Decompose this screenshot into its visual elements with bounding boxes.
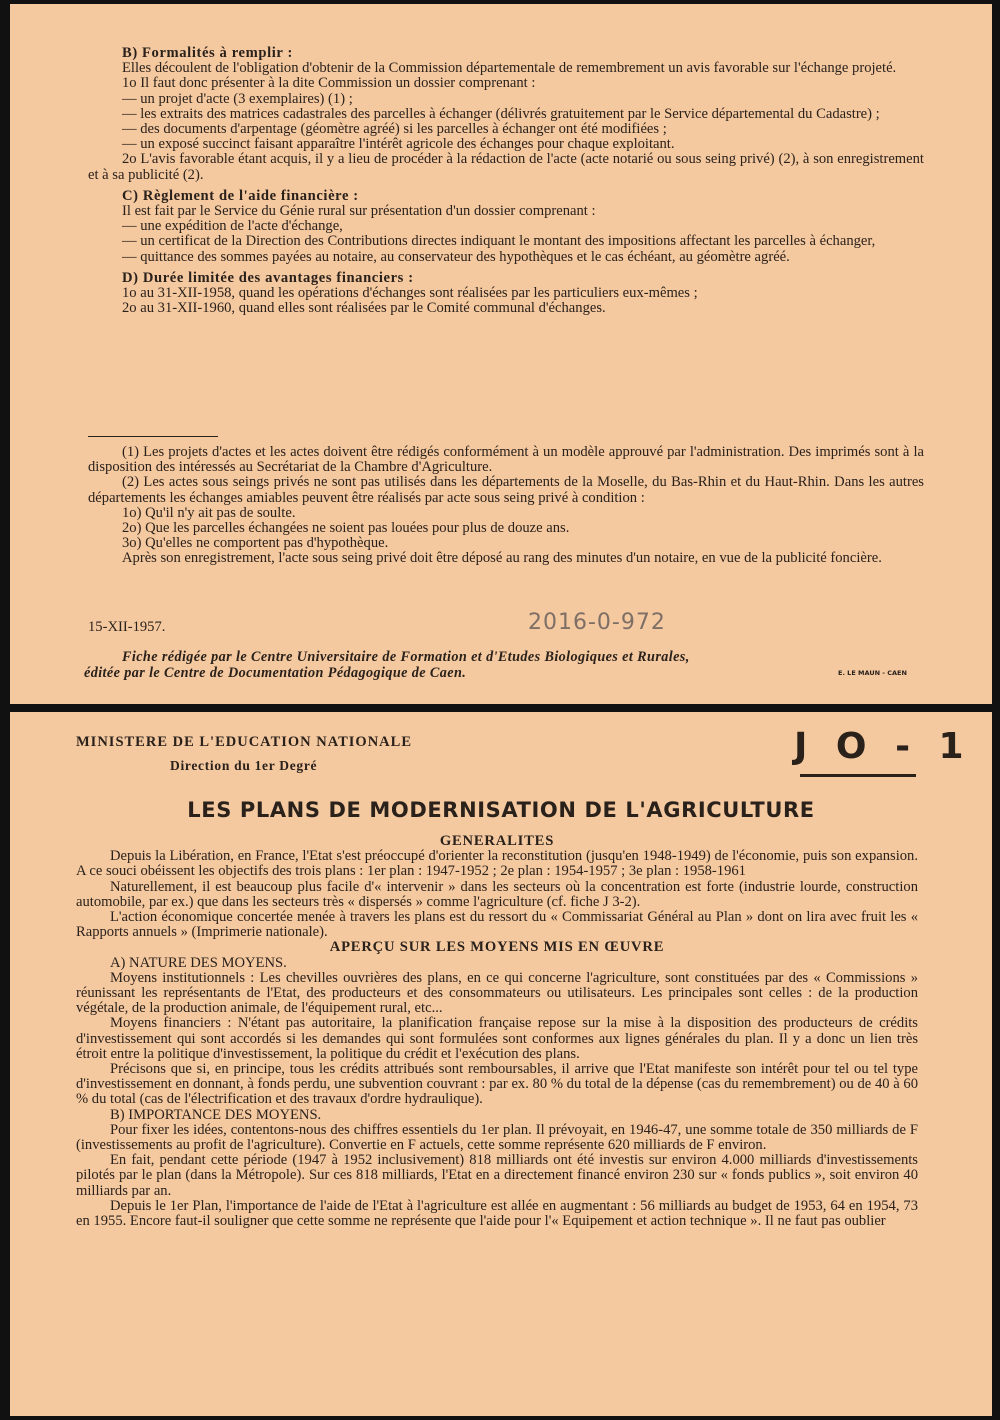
paragraph: En fait, pendant cette période (1947 à 1952 inclusivement) 818 milliards ont été investis sur environ 4.000 milliards d'investissements pilotés par le plan (dans la Métropole). Sur ces 818 milliards, l'Etat en a directement financé environ 230 sur « fonds publics », soit environ 40 milliards par an. bbox=[76, 1152, 918, 1199]
footnote: (2) Les actes sous seings privés ne sont pas utilisés dans les départements de la Moselle, du Bas-Rhin et du Haut-Rhin. Dans les autres départements les échanges amiables peuvent être réalisés par acte sous seing privé à condition : bbox=[88, 474, 924, 506]
printer-mark: E. LE MAUN - CAEN bbox=[838, 669, 907, 677]
paragraph: — un projet d'acte (3 exemplaires) (1) ; bbox=[122, 90, 353, 107]
top-card bbox=[10, 4, 992, 704]
sheet-code: J O - 1 bbox=[794, 726, 972, 767]
paragraph: 1o au 31-XII-1958, quand les opérations d'échanges sont réalisées par les particuliers eux-mêmes ; bbox=[122, 285, 698, 302]
paragraph: Elles découlent de l'obligation d'obtenir de la Commission départementale de remembrement un avis favorable sur l'échange projeté. bbox=[122, 60, 897, 77]
footnote: 1o) Qu'il n'y ait pas de soulte. bbox=[122, 504, 296, 521]
paragraph: A) NATURE DES MOYENS. bbox=[110, 954, 287, 971]
paragraph: Depuis le 1er Plan, l'importance de l'aide de l'Etat à l'agriculture est allée en augmentant : 56 milliards au budget de 1953, 64 en 1954, 73 en 1955. Encore faut-il souligner que cette somme ne représente que l'aide pour l'« Equipement et action technique ». Il ne faut pas oublier bbox=[76, 1197, 918, 1230]
paragraph: — un exposé succinct faisant apparaître l'intérêt agricole des échanges pour chaque exploitant. bbox=[122, 136, 675, 153]
paragraph: — un certificat de la Direction des Contributions directes indiquant le montant des impositions affectant les parcelles à échanger, bbox=[122, 233, 876, 250]
footnote: 3o) Qu'elles ne comportent pas d'hypothèque. bbox=[122, 535, 389, 552]
sheet-code-underline bbox=[800, 774, 916, 777]
paragraph: Pour fixer les idées, contentons-nous des chiffres essentiels du 1er plan. Il prévoyait, en 1946-47, une somme totale de 350 milliards de F (investissements au profit de l'agriculture). Convertie en F actuels, cette somme représente 620 milliards de F environ. bbox=[76, 1121, 918, 1154]
direction-header: Direction du 1er Degré bbox=[170, 758, 318, 773]
paragraph: Moyens institutionnels : Les chevilles ouvrières des plans, en ce qui concerne l'agriculture, sont constituées par des « Commissions » réunissant les représentants de l'Etat, des producteurs et des consommateurs ou utilisateurs. Les principales sont celles : de la production végétale, de la production animale, de l'équipement rural, etc... bbox=[76, 969, 918, 1017]
section-heading: C) Règlement de l'aide financière : bbox=[122, 187, 359, 204]
section-heading: B) Formalités à remplir : bbox=[122, 45, 293, 61]
paragraph: — les extraits des matrices cadastrales des parcelles à échanger (délivrés gratuitement par le Service départemental du Cadastre) ; bbox=[122, 105, 880, 122]
footer-credit-line-2: éditée par le Centre de Documentation Pédagogique de Caen. bbox=[84, 665, 467, 681]
footnotes bbox=[88, 445, 924, 567]
footnote: 2o) Que les parcelles échangées ne soient pas louées pour plus de douze ans. bbox=[122, 520, 570, 537]
paragraph: Depuis la Libération, en France, l'Etat s'est préoccupé d'orienter la reconstitution (jusqu'en 1948-1949) de l'économie, puis son expansion. A ce souci obéissent les objectifs des trois plans : 1er plan : 1947-1952 ; 2e plan : 1954-1957 ; 3e plan : 1958-1961 bbox=[76, 848, 918, 880]
document-title: LES PLANS DE MODERNISATION DE L'AGRICULTURE bbox=[187, 798, 815, 822]
paragraph: Il est fait par le Service du Génie rural sur présentation d'un dossier comprenant : bbox=[122, 203, 596, 220]
paragraph: 2o au 31-XII-1960, quand elles sont réalisées par le Comité communal d'échanges. bbox=[122, 300, 606, 317]
paragraph: — une expédition de l'acte d'échange, bbox=[122, 218, 343, 235]
paragraph: B) IMPORTANCE DES MOYENS. bbox=[110, 1106, 322, 1123]
footnote-separator bbox=[88, 436, 218, 437]
section-heading: D) Durée limitée des avantages financiers : bbox=[122, 269, 414, 286]
section-subtitle: GENERALITES bbox=[439, 833, 555, 849]
paragraph: — quittance des sommes payées au notaire, au conservateur des hypothèques et le cas échéant, au géomètre agréé. bbox=[122, 248, 790, 265]
paragraph: — des documents d'arpentage (géomètre agréé) si les parcelles à échanger ont été modifiées ; bbox=[122, 121, 667, 138]
top-card-body bbox=[88, 46, 924, 316]
paragraph: 2o L'avis favorable étant acquis, il y a lieu de procéder à la rédaction de l'acte (acte notarié ou sous seing privé) (2), à son enregistrement et à sa publicité (2). bbox=[88, 151, 924, 183]
document-date: 15-XII-1957. bbox=[88, 619, 166, 635]
footer-credit-line-1: Fiche rédigée par le Centre Universitaire de Formation et d'Etudes Biologiques et Rurales, bbox=[122, 649, 690, 665]
handwritten-archive-number: 2016-0-972 bbox=[528, 610, 666, 635]
paragraph: Naturellement, il est beaucoup plus facile d'« intervenir » dans les secteurs où la concentration est forte (industrie lourde, construction automobile, par ex.) que dans les secteurs très « dispersés » comme l'agriculture (cf. fiche J 3-2). bbox=[76, 878, 918, 910]
bottom-card-body bbox=[76, 834, 918, 1229]
paragraph: L'action économique concertée menée à travers les plans est du ressort du « Commissariat Général au Plan » dont on lira avec fruit les « Rapports annuels » (Imprimerie nationale). bbox=[76, 909, 918, 941]
paragraph: Précisons que si, en principe, tous les crédits attribués sont remboursables, il arrive que l'Etat manifeste son intérêt pour tel ou tel type d'investissement en donnant, à fonds perdu, une subvention couvrant : par ex. 80 % du total de la dépense (cas du remembrement) ou de 40 à 60 % du total (cas de l'électrification et des travaux d'ordre hydraulique). bbox=[76, 1061, 918, 1108]
footnote: (1) Les projets d'actes et les actes doivent être rédigés conformément à un modèle approuvé par l'administration. Des imprimés sont à la disposition des intéressés au Secrétariat de la Chambre d'Agriculture. bbox=[88, 444, 924, 476]
bottom-card bbox=[10, 712, 992, 1416]
section-subtitle: APERÇU SUR LES MOYENS MIS EN ŒUVRE bbox=[329, 939, 665, 956]
paragraph: 1o Il faut donc présenter à la dite Commission un dossier comprenant : bbox=[122, 75, 536, 92]
footnote: Après son enregistrement, l'acte sous seing privé doit être déposé au rang des minutes d'un notaire, en vue de la publicité foncière. bbox=[122, 550, 882, 567]
ministry-header: MINISTERE DE L'EDUCATION NATIONALE bbox=[76, 734, 413, 750]
paragraph: Moyens financiers : N'étant pas autoritaire, la planification française repose sur la mise à la disposition des producteurs de crédits d'investissement qui sont accordés si les demandes qui sont formulées sont conformes aux lignes générales du plan. Il y a donc un lien très étroit entre la politique d'investissement, la politique du crédit et l'exécution des plans. bbox=[76, 1015, 918, 1062]
